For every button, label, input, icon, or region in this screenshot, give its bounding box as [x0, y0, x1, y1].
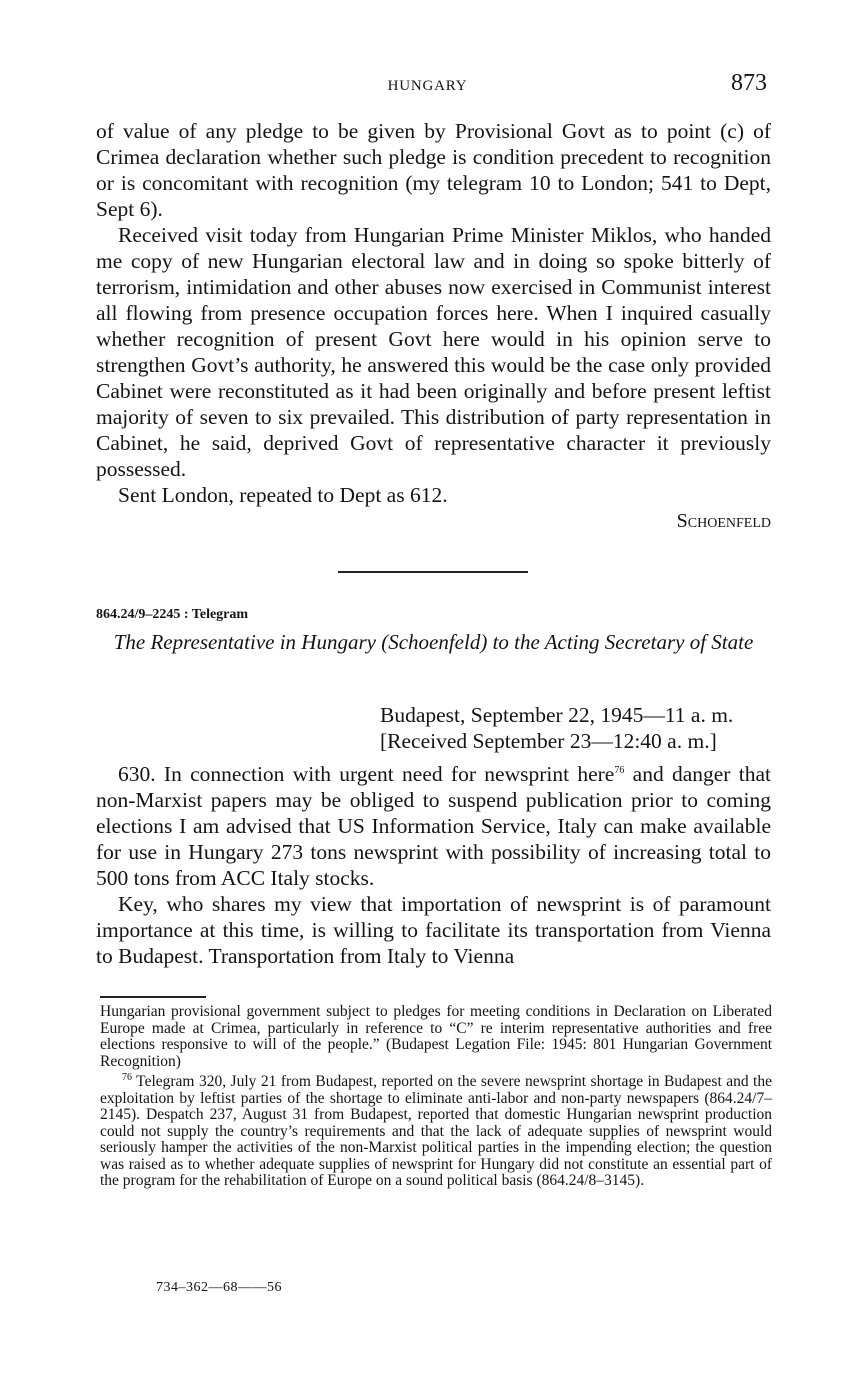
page-number: 873 [731, 70, 767, 96]
document-title: The Representative in Hungary (Schoenfeld) to the Acting Secretary of State [113, 630, 754, 654]
received-line: [Received September 23—12:40 a. m.] [380, 729, 717, 753]
dateline: Budapest, September 22, 1945—11 a. m. [380, 703, 734, 727]
paragraph-text: 630. In connection with urgent need for newsprint here [118, 762, 615, 787]
footnote-text: Telegram 320, July 21 from Budapest, reported on the severe newsprint shortage in Budapest and the exploitation by leftist parties of the shortage to eliminate anti-labor and non-party newspapers (864.24/7–2145). Despatch 237, August 31 from Budapest, reported that domestic Hungarian newsprint production could not supply the country’s requirements and that the lack of adequate supplies of newsprint would seriously hamper the activities of the non-Marxist political parties in the impending election; the question was raised as to whether adequate supplies of newsprint for Hungary did not constitute an essential part of the program for the rehabilitation of Europe on a sound political basis (864.24/8–3145). [100, 1073, 772, 1190]
footnote-ref: 76 [614, 765, 625, 776]
paragraph: Received visit today from Hungarian Prime Minister Miklos, who handed me copy of new Hungarian electoral law and in doing so spoke bitterly of terrorism, intimidation and other abuses now exercised in Communist interest all flowing from presence occupation forces here. When I inquired casually whether recognition of present Govt here would in his opinion serve to strengthen Govt’s authority, he answered this would be the case only provided Cabinet were reconstituted as it had been originally and before present leftist majority of seven to six prevailed. This distribution of party representation in Cabinet, he said, deprived Govt of representative character it previously possessed. [96, 223, 771, 481]
print-code: 734–362—68——56 [156, 1280, 282, 1295]
paragraph-text: and danger that non-Marxist papers may be obliged to suspend publication prior to coming elections I am advised that US Information Service, Italy can make available for use in Hungary 273 tons newsprint with possibility of increasing total to 500 tons from ACC Italy stocks. [96, 762, 771, 891]
paragraph: Key, who shares my view that importation of newsprint is of paramount importance at this time, is willing to facilitate its transportation from Vienna to Budapest. Transportation from Italy to Vienna [96, 892, 771, 969]
continued-text [96, 118, 771, 534]
footnote-76 [100, 1070, 772, 1190]
footnote-continued: Hungarian provisional government subject to pledges for meeting conditions in Declaration on Liberated Europe made at Crimea, particularly in reference to “C” re interim representative authorities and free elections responsive to will of the people.” (Budapest Legation File: 1945: 801 Hungarian Government Recognition) [100, 1003, 772, 1070]
footnote-divider [100, 996, 206, 998]
paragraph: of value of any pledge to be given by Provisional Govt as to point (c) of Crimea declaration whether such pledge is condition precedent to recognition or is concomitant with recognition (my telegram 10 to London; 541 to Dept, Sept 6). [96, 119, 771, 221]
file-reference: 864.24/9–2245 : Telegram [96, 607, 249, 622]
paragraph [96, 758, 771, 891]
signature: Schoenfeld [676, 510, 771, 532]
telegram-body [96, 758, 771, 969]
section-divider [338, 571, 528, 573]
running-head: HUNGARY [387, 78, 468, 94]
footnotes [100, 1004, 772, 1190]
footnote-mark: 76 [122, 1072, 132, 1083]
paragraph: Sent London, repeated to Dept as 612. [118, 483, 448, 507]
